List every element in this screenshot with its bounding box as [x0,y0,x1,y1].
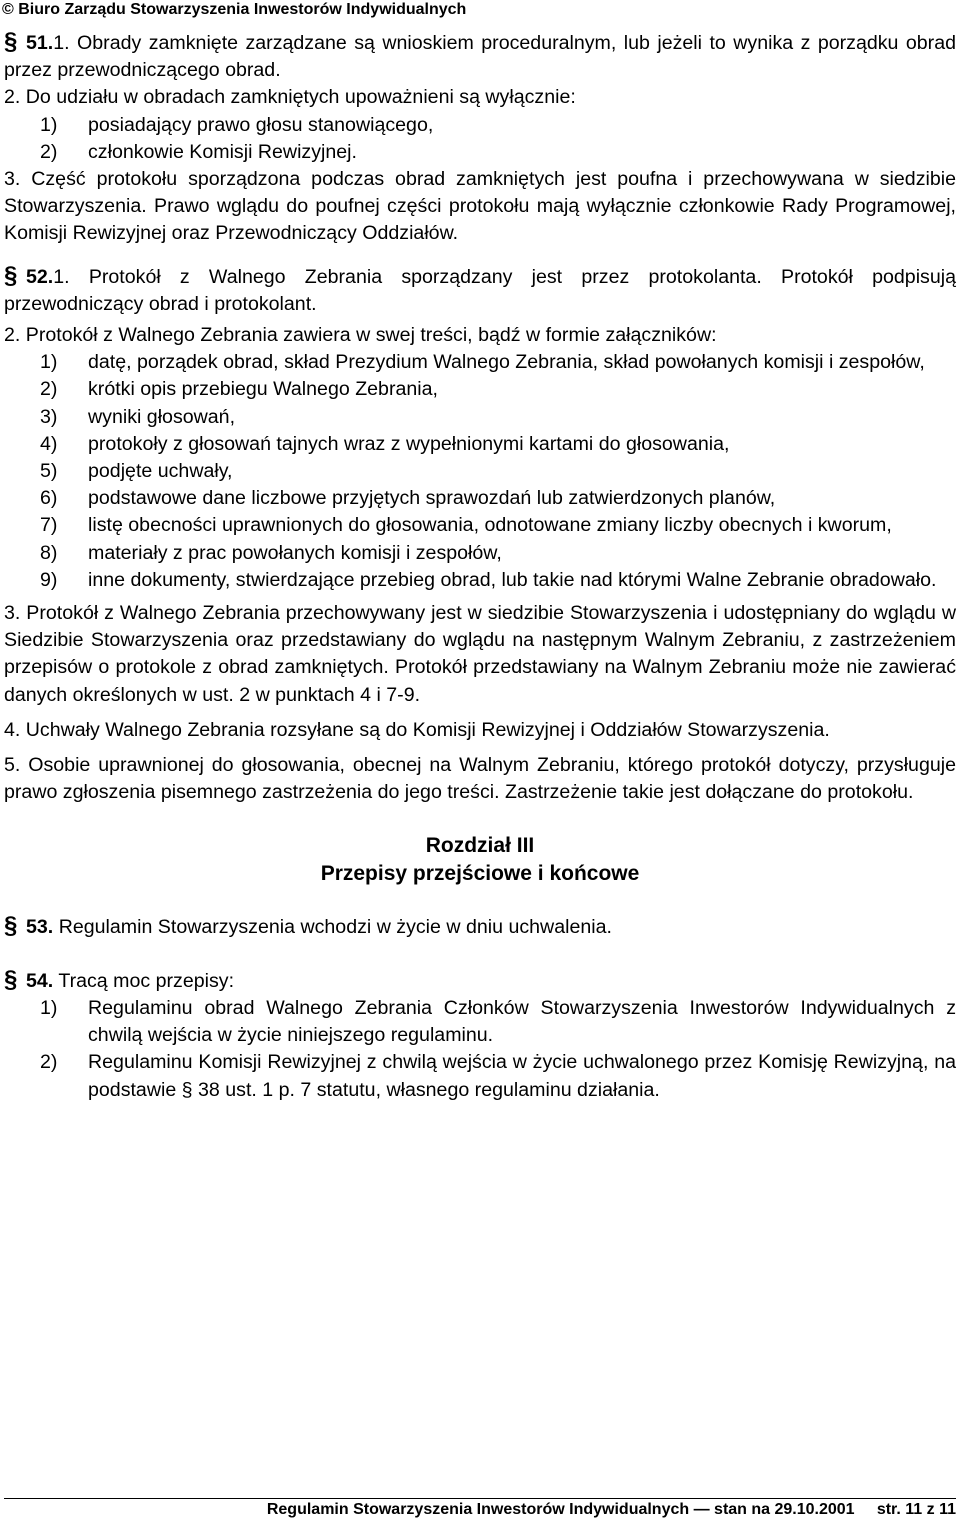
section-mark: § [4,28,18,55]
list-item [4,139,956,166]
list-item [4,349,956,376]
section-52 [4,262,956,807]
list-item [4,112,956,139]
s51-paragraph-2: 2. Do udziału w obradach zamkniętych upoważnieni są wyłącznie: [4,86,576,109]
section-53 [4,912,956,941]
list-item [4,485,956,512]
list-item-number: 3) [40,405,58,428]
s52-paragraph-1 [4,262,956,318]
s52-paragraph-4: 4. Uchwały Walnego Zebrania rozsyłane są do Komisji Rewizyjnej i Oddziałów Stowarzyszenia. [4,718,830,741]
list-item-number: 7) [40,514,58,537]
list-item-text: Regulaminu obrad Walnego Zebrania Członków Stowarzyszenia Inwestorów Indywidualnych z chwilą wejścia w życie niniejszego regulaminu. [88,996,956,1047]
list-item-text: Regulaminu Komisji Rewizyjnej z chwilą wejścia w życie uchwalonego przez Komisję Rewizyjną, na podstawie § 38 ust. 1 p. 7 statutu, własnego regulaminu działania. [88,1051,956,1101]
section-number: 53. [26,916,54,939]
list-item [4,458,956,485]
page-header: © Biuro Zarządu Stowarzyszenia Inwestorów Indywidualnych [2,1,467,18]
list-item [4,512,956,539]
list-item-number: 6) [40,487,58,510]
s54-text: Tracą moc przepisy: [58,969,235,992]
chapter-subtitle: Przepisy przejściowe i końcowe [320,862,640,886]
list-item-number: 1) [40,996,58,1019]
s51-p1-text: 1. Obrady zamknięte zarządzane są wnioskiem proceduralnym, lub jeżeli to wynika z porządku obrad przez przewodniczącego obrad. [4,32,956,82]
footer-page-number: str. 11 z 11 [876,1501,956,1518]
list-item-text: materiały z prac powołanych komisji i zespołów, [88,541,502,564]
document-body [4,28,956,1104]
footer-divider [4,1498,956,1499]
list-item [4,995,956,1049]
section-number: 51. [26,32,54,54]
list-item-text: inne dokumenty, stwierdzające przebieg obrad, lub takie nad którymi Walne Zebranie obradowało. [88,568,937,591]
list-item [4,376,956,403]
s51-paragraph-3: 3. Część protokołu sporządzona podczas obrad zamkniętych jest poufna i przechowywana w siedzibie Stowarzyszenia. Prawo wglądu do poufnej części protokołu mają wyłącznie członkowie Rady Programowej, Komisji Rewizyjnej oraz Przewodniczący Oddziałów. [4,168,956,245]
section-mark: § [4,912,18,940]
list-item-text: krótki opis przebiegu Walnego Zebrania, [88,378,438,401]
list-item [4,404,956,431]
list-item [4,431,956,458]
s51-paragraph-1 [4,28,956,84]
list-item [4,567,956,594]
section-number: 52. [26,265,54,288]
list-item-number: 2) [40,1051,58,1074]
section-mark: § [4,965,18,993]
list-item-number: 4) [40,432,58,455]
s52-paragraph-2: 2. Protokół z Walnego Zebrania zawiera w swej treści, bądź w formie załączników: [4,324,717,347]
s53-text: Regulamin Stowarzyszenia wchodzi w życie w dniu uchwalenia. [58,916,612,939]
list-item-text: podjęte uchwały, [88,460,233,483]
page-footer [267,1500,956,1520]
list-item-number: 2) [40,378,58,401]
section-51 [4,28,956,248]
list-item-number: 5) [40,460,58,483]
s52-paragraph-5: 5. Osobie uprawnionej do głosowania, obecnej na Walnym Zebraniu, którego protokół dotyczy, przysługuje prawo zgłoszenia pisemnego zastrzeżenia do jego treści. Zastrzeżenie takie jest dołączane do protokołu. [4,754,956,804]
footer-title: Regulamin Stowarzyszenia Inwestorów Indywidualnych — stan na 29.10.2001 [266,1501,855,1518]
list-item-number: 9) [40,568,58,591]
list-item-text: datę, porządek obrad, skład Prezydium Walnego Zebrania, skład powołanych komisji i zespołów, [88,351,925,374]
list-item-text: podstawowe dane liczbowe przyjętych sprawozdań lub zatwierdzonych planów, [88,487,776,510]
chapter-title: Rozdział III [425,834,535,858]
list-item-number: 2) [40,140,58,163]
list-item-text: członkowie Komisji Rewizyjnej. [88,140,357,163]
list-item-text: protokoły z głosowań tajnych wraz z wypełnionymi kartami do głosowania, [88,432,730,455]
list-item-text: wyniki głosowań, [88,405,236,428]
list-item [4,1049,956,1103]
list-item-number: 8) [40,541,58,564]
s52-p1-text: 1. Protokół z Walnego Zebrania sporządzany jest przez protokolanta. Protokół podpisują przewodniczący obrad i protokolant. [4,265,956,315]
s52-paragraph-3: 3. Protokół z Walnego Zebrania przechowywany jest w siedzibie Stowarzyszenia i udostępniany do wglądu w Siedzibie Stowarzyszenia oraz przedstawiany do wglądu na następnym Walnym Zebraniu, z zastrzeżeniem przepisów o protokole z obrad zamkniętych. Protokół przedstawiany na Walnym Zebraniu może nie zawierać danych określonych w ust. 2 w punktach 4 i 7-9. [4,602,956,706]
section-mark: § [4,261,18,289]
list-item-text: listę obecności uprawnionych do głosowania, odnotowane zmiany liczby obecnych i kworum, [88,514,892,537]
list-item-text: posiadający prawo głosu stanowiącego, [88,113,434,136]
section-54 [4,966,956,1104]
list-item-number: 1) [40,113,58,136]
list-item [4,540,956,567]
list-item-number: 1) [40,351,58,374]
section-number: 54. [26,969,54,992]
s54-intro [4,966,956,995]
